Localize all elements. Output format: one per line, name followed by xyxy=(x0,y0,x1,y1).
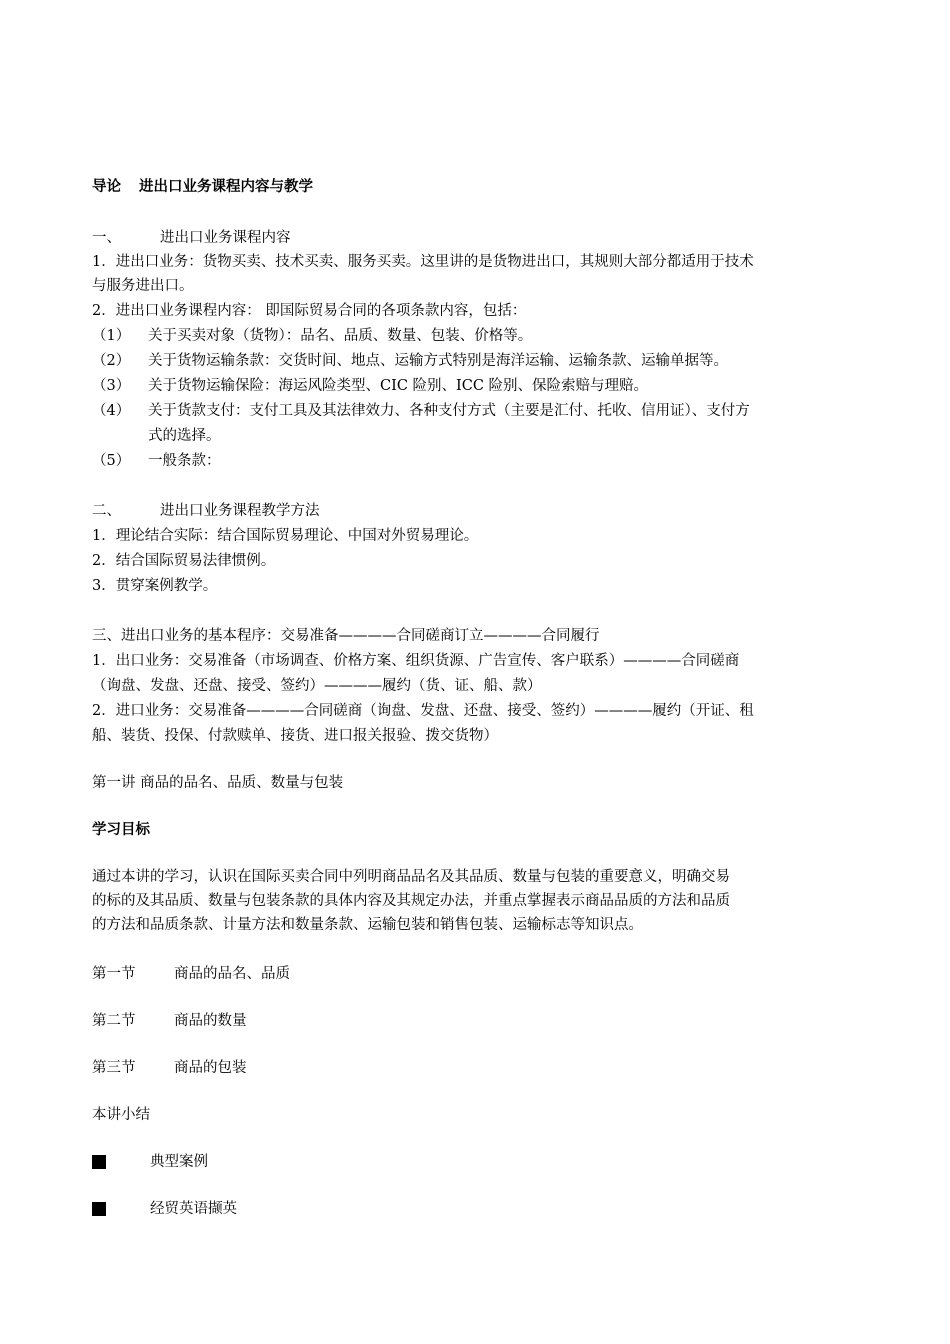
section-label: 第二节 xyxy=(92,1013,136,1029)
section3-heading: 三、进出口业务的基本程序：交易准备————合同磋商订立————合同履行 xyxy=(92,628,600,644)
sub-item-num: （4） xyxy=(92,403,131,419)
section-label: 第一节 xyxy=(92,966,136,982)
sub-item-text: 关于货款支付：支付工具及其法律效力、各种支付方式（主要是汇付、托收、信用证）、支付方 xyxy=(148,403,750,419)
section1-sub-item-2 xyxy=(92,349,728,373)
section1-heading xyxy=(92,226,291,250)
intro-title-text: 进出口业务课程内容与教学 xyxy=(139,178,313,195)
bullet-item-1 xyxy=(92,1150,208,1174)
square-bullet-icon xyxy=(92,1155,106,1169)
section1-sub-item-4-cont: 式的选择。 xyxy=(148,428,221,444)
section-text: 商品的包装 xyxy=(174,1060,247,1076)
section2-heading-text: 进出口业务课程教学方法 xyxy=(160,503,320,519)
objective-heading: 学习目标 xyxy=(92,821,150,838)
section1-heading-text: 进出口业务课程内容 xyxy=(160,230,291,246)
section1-sub-item-1 xyxy=(92,324,532,348)
section3-item1-line1: 1．出口业务：交易准备（市场调查、价格方案、组织货源、广告宣传、客户联系）————合同磋商 xyxy=(92,653,740,669)
intro-title xyxy=(92,175,313,199)
section1-sub-item-4 xyxy=(92,399,750,423)
section3-item2-line1: 2．进口业务：交易准备————合同磋商（询盘、发盘、还盘、接受、签约）————履约（开证、租 xyxy=(92,703,754,719)
sub-item-num: （3） xyxy=(92,378,131,394)
section2-item-3: 3．贯穿案例教学。 xyxy=(92,578,218,594)
lecture-section-2 xyxy=(92,1009,247,1033)
bullet-text: 典型案例 xyxy=(150,1154,208,1170)
sub-item-text: 关于货物运输保险：海运风险类型、CIC 险别、ICC 险别、保险索赔与理赔。 xyxy=(148,378,649,394)
section-text: 商品的品名、品质 xyxy=(174,966,290,982)
section3-item2-line2: 船、装货、投保、付款赎单、接货、进口报关报验、拨交货物） xyxy=(92,728,498,744)
objective-line-3: 的方法和品质条款、计量方法和数量条款、运输包装和销售包装、运输标志等知识点。 xyxy=(92,917,643,933)
summary-label: 本讲小结 xyxy=(92,1107,150,1123)
sub-item-text: 一般条款： xyxy=(148,453,221,469)
section2-heading xyxy=(92,499,320,523)
sub-item-text: 关于买卖对象（货物）：品名、品质、数量、包装、价格等。 xyxy=(148,328,533,344)
lecture1-title: 第一讲 商品的品名、品质、数量与包装 xyxy=(92,775,344,791)
sub-item-text: 关于货物运输条款：交货时间、地点、运输方式特别是海洋运输、运输条款、运输单据等。 xyxy=(148,353,728,369)
section1-heading-num: 一、 xyxy=(92,230,121,246)
lecture-section-1 xyxy=(92,962,290,986)
sub-item-num: （2） xyxy=(92,353,131,369)
objective-line-2: 的标的及其品质、数量与包装条款的具体内容及其规定办法，并重点掌握表示商品品质的方法和品质 xyxy=(92,893,730,909)
section1-sub-item-3 xyxy=(92,374,648,398)
section-text: 商品的数量 xyxy=(174,1013,247,1029)
section1-item1-line1: 1．进出口业务：货物买卖、技术买卖、服务买卖。这里讲的是货物进出口，其规则大部分都适用于技术 xyxy=(92,254,754,270)
section3-item1-line2: （询盘、发盘、还盘、接受、签约）————履约（货、证、船、款） xyxy=(92,678,542,694)
section2-heading-num: 二、 xyxy=(92,503,121,519)
intro-title-label: 导论 xyxy=(92,178,121,195)
section2-item-1: 1．理论结合实际：结合国际贸易理论、中国对外贸易理论。 xyxy=(92,528,479,544)
sub-item-num: （5） xyxy=(92,453,131,469)
square-bullet-icon xyxy=(92,1202,106,1216)
objective-line-1: 通过本讲的学习，认识在国际买卖合同中列明商品品名及其品质、数量与包装的重要意义，明确交易 xyxy=(92,869,730,885)
lecture-section-3 xyxy=(92,1056,247,1080)
section1-sub-item-5 xyxy=(92,449,221,473)
section1-item2: 2．进出口业务课程内容： 即国际贸易合同的各项条款内容，包括： xyxy=(92,303,527,319)
section-label: 第三节 xyxy=(92,1060,136,1076)
bullet-item-2 xyxy=(92,1197,237,1221)
section2-item-2: 2．结合国际贸易法律惯例。 xyxy=(92,553,276,569)
section1-item1-line2: 与服务进出口。 xyxy=(92,278,194,294)
bullet-text: 经贸英语撷英 xyxy=(150,1201,237,1217)
sub-item-num: （1） xyxy=(92,328,131,344)
